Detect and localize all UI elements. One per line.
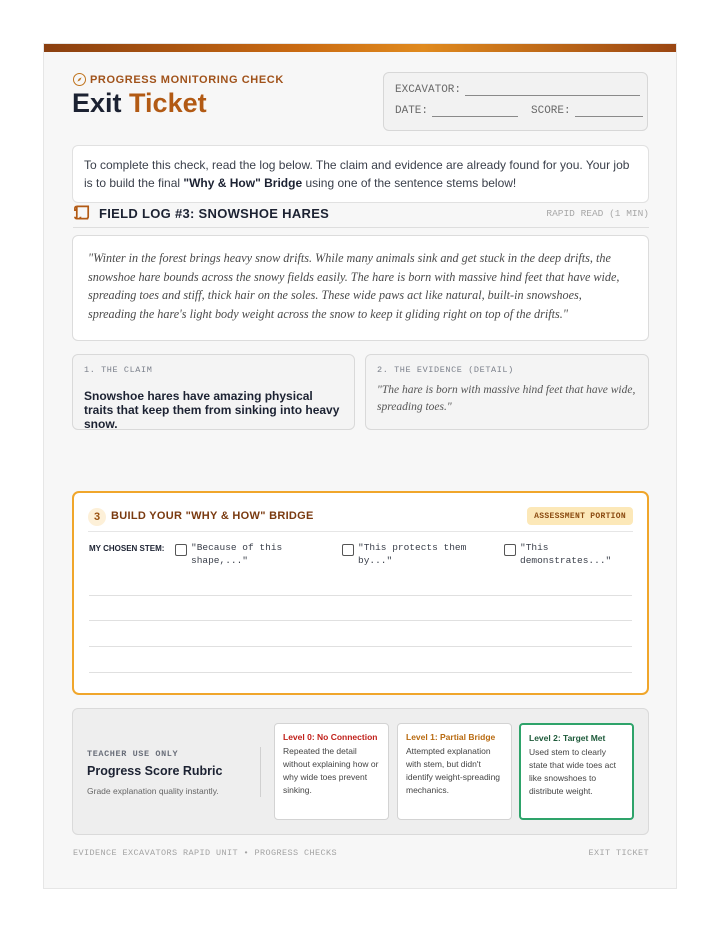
- stem-label: MY CHOSEN STEM:: [89, 544, 165, 553]
- stem-option-1[interactable]: [175, 541, 305, 567]
- stem-text-3: "This demonstrates...": [520, 542, 612, 566]
- compass-icon: [73, 73, 86, 86]
- score-row: [531, 105, 643, 117]
- stem-text-2: "This protects them by...": [358, 542, 467, 566]
- excavator-label: EXCAVATOR:: [395, 84, 462, 96]
- footer-left: EVIDENCE EXCAVATORS RAPID UNIT • PROGRESS CHECKS: [73, 848, 338, 858]
- date-field[interactable]: [432, 105, 518, 117]
- writing-line-3[interactable]: [89, 646, 632, 647]
- instructions-text-after: using one of the sentence stems below!: [302, 176, 517, 190]
- writing-line-4[interactable]: [89, 672, 632, 673]
- rubric-title: Progress Score Rubric: [87, 764, 223, 778]
- field-log-passage: "Winter in the forest brings heavy snow drifts. While many animals sink and get stuck in the deep drifts, the snowshoe hare bounds across the snowy fields easily. The hare is born with massive hind feet that have wide, spreading toes and stiff, thick hair on the soles. These wide paws act like natural, built-in snowshoes, spreading the hare's light body weight across the snow to keep it gliding right on top of the drifts.": [72, 235, 649, 341]
- rubric-divider: [260, 747, 261, 797]
- date-row: [395, 105, 518, 117]
- score-label: SCORE:: [531, 105, 571, 117]
- header-kicker: [73, 73, 284, 86]
- score-field[interactable]: [575, 105, 643, 117]
- worksheet-page: [43, 43, 677, 889]
- instructions-bold: "Why & How" Bridge: [183, 176, 303, 190]
- page-title: [72, 88, 207, 119]
- excavator-field[interactable]: [465, 84, 640, 96]
- assessment-badge: ASSESSMENT PORTION: [527, 507, 633, 525]
- claim-caption: 1. THE CLAIM: [84, 365, 153, 375]
- rubric-subtitle: Grade explanation quality instantly.: [87, 786, 219, 796]
- footer-right: EXIT TICKET: [588, 848, 649, 858]
- level-0-title: Level 0: No Connection: [283, 732, 378, 742]
- rubric-level-1: [397, 723, 512, 820]
- student-info-box: [383, 72, 648, 131]
- field-log-title: FIELD LOG #3: SNOWSHOE HARES: [99, 206, 330, 221]
- excavator-row: [395, 84, 640, 96]
- level-2-title: Level 2: Target Met: [529, 733, 606, 743]
- bridge-divider: [88, 531, 633, 532]
- stem-checkbox-3[interactable]: [504, 544, 516, 556]
- instructions-text-before: To complete this check, read the log below. The claim and evidence are already found for you. Your job is to build the final: [84, 158, 630, 190]
- stem-option-2[interactable]: [342, 541, 472, 567]
- instructions-box: [72, 145, 649, 203]
- stem-checkbox-1[interactable]: [175, 544, 187, 556]
- date-label: DATE:: [395, 105, 429, 117]
- claim-card: [72, 354, 355, 430]
- stem-text-1: "Because of this shape,...": [191, 542, 283, 566]
- bridge-title: BUILD YOUR "WHY & HOW" BRIDGE: [111, 510, 314, 522]
- rubric-level-0: [274, 723, 389, 820]
- claim-text: Snowshoe hares have amazing physical traits that keep them from sinking into heavy snow.: [84, 389, 340, 431]
- page-footer: [73, 848, 649, 858]
- level-1-title: Level 1: Partial Bridge: [406, 732, 496, 742]
- bridge-section: [72, 491, 649, 695]
- top-accent-bar: [44, 44, 676, 52]
- title-accent: Ticket: [129, 88, 207, 118]
- evidence-card: [365, 354, 649, 430]
- evidence-caption: 2. THE EVIDENCE (DETAIL): [377, 365, 514, 375]
- field-log-time: RAPID READ (1 MIN): [546, 208, 649, 219]
- evidence-text: "The hare is born with massive hind feet that have wide, spreading toes.": [377, 384, 636, 413]
- stem-option-3[interactable]: [504, 541, 629, 567]
- step-number-badge: 3: [88, 508, 106, 526]
- level-0-desc: Repeated the detail without explaining how or why wide toes prevent sinking.: [283, 746, 379, 795]
- level-2-desc: Used stem to clearly state that wide toes act like snowshoes to distribute weight.: [529, 747, 616, 796]
- rubric-section: [72, 708, 649, 835]
- scroll-icon: [73, 204, 92, 222]
- title-main: Exit: [72, 88, 122, 118]
- writing-line-2[interactable]: [89, 620, 632, 621]
- teacher-use-label: TEACHER USE ONLY: [87, 749, 179, 759]
- rubric-level-2: [519, 723, 634, 820]
- writing-line-1[interactable]: [89, 595, 632, 596]
- stem-checkbox-2[interactable]: [342, 544, 354, 556]
- field-log-header: [73, 203, 649, 228]
- kicker-text: PROGRESS MONITORING CHECK: [90, 73, 284, 86]
- level-1-desc: Attempted explanation with stem, but didn't identify weight-spreading mechanics.: [406, 746, 501, 795]
